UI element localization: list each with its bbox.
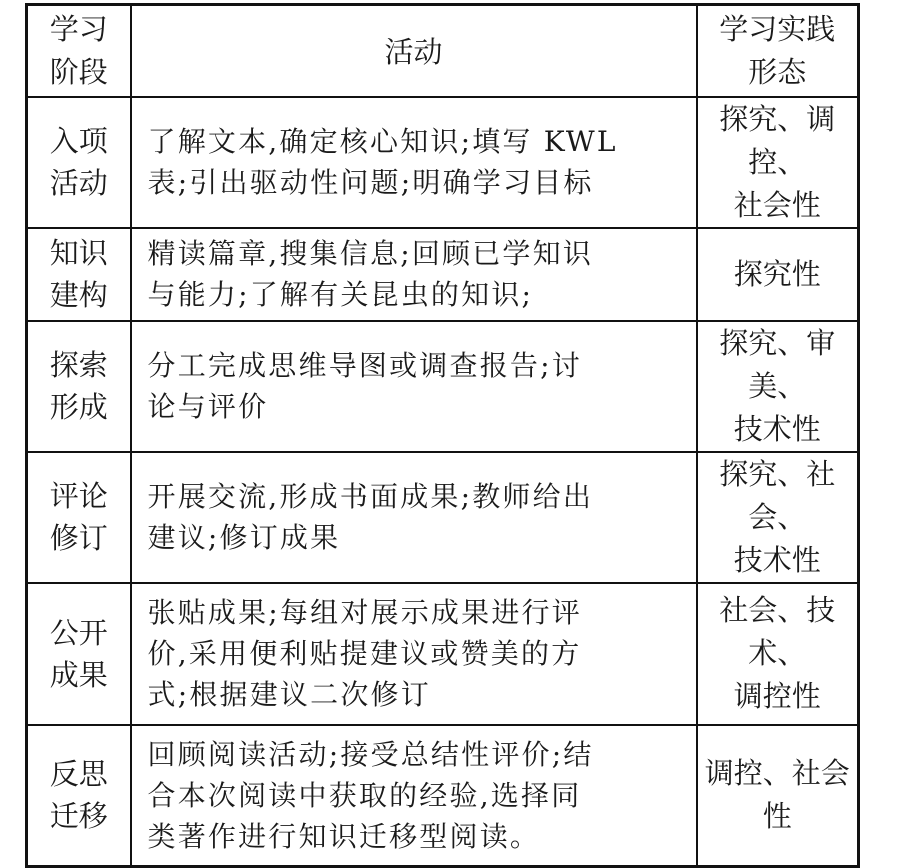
stage-cell: 入项 活动 xyxy=(27,97,131,228)
activity-cell: 回顾阅读活动;接受总结性评价;结 合本次阅读中获取的经验,选择同 类著作进行知识迁移型阅读。 xyxy=(131,725,697,867)
practice-form-cell: 调控、社会 性 xyxy=(697,725,859,867)
learning-stages-table xyxy=(25,3,860,868)
stage-cell: 评论 修订 xyxy=(27,452,131,583)
header-stage: 学习 阶段 xyxy=(27,5,131,97)
table-row xyxy=(27,583,859,725)
practice-form-cell: 社会、技术、 调控性 xyxy=(697,583,859,725)
table-row xyxy=(27,321,859,452)
header-practice-form: 学习实践 形态 xyxy=(697,5,859,97)
practice-form-cell: 探究性 xyxy=(697,228,859,321)
activity-cell: 张贴成果;每组对展示成果进行评 价,采用便利贴提建议或赞美的方 式;根据建议二次修订 xyxy=(131,583,697,725)
stage-cell: 公开 成果 xyxy=(27,583,131,725)
stage-cell: 反思 迁移 xyxy=(27,725,131,867)
stage-cell: 探索 形成 xyxy=(27,321,131,452)
activity-cell: 了解文本,确定核心知识;填写 KWL 表;引出驱动性问题;明确学习目标 xyxy=(131,97,697,228)
table-row xyxy=(27,452,859,583)
practice-form-cell: 探究、社会、 技术性 xyxy=(697,452,859,583)
activity-cell: 分工完成思维导图或调查报告;讨 论与评价 xyxy=(131,321,697,452)
stage-cell: 知识 建构 xyxy=(27,228,131,321)
table-header-row xyxy=(27,5,859,97)
learning-stages-table-wrapper xyxy=(25,3,860,868)
activity-cell: 精读篇章,搜集信息;回顾已学知识 与能力;了解有关昆虫的知识; xyxy=(131,228,697,321)
activity-cell: 开展交流,形成书面成果;教师给出 建议;修订成果 xyxy=(131,452,697,583)
table-row xyxy=(27,97,859,228)
header-activity: 活动 xyxy=(131,5,697,97)
table-row xyxy=(27,228,859,321)
table-row xyxy=(27,725,859,867)
practice-form-cell: 探究、调控、 社会性 xyxy=(697,97,859,228)
practice-form-cell: 探究、审美、 技术性 xyxy=(697,321,859,452)
